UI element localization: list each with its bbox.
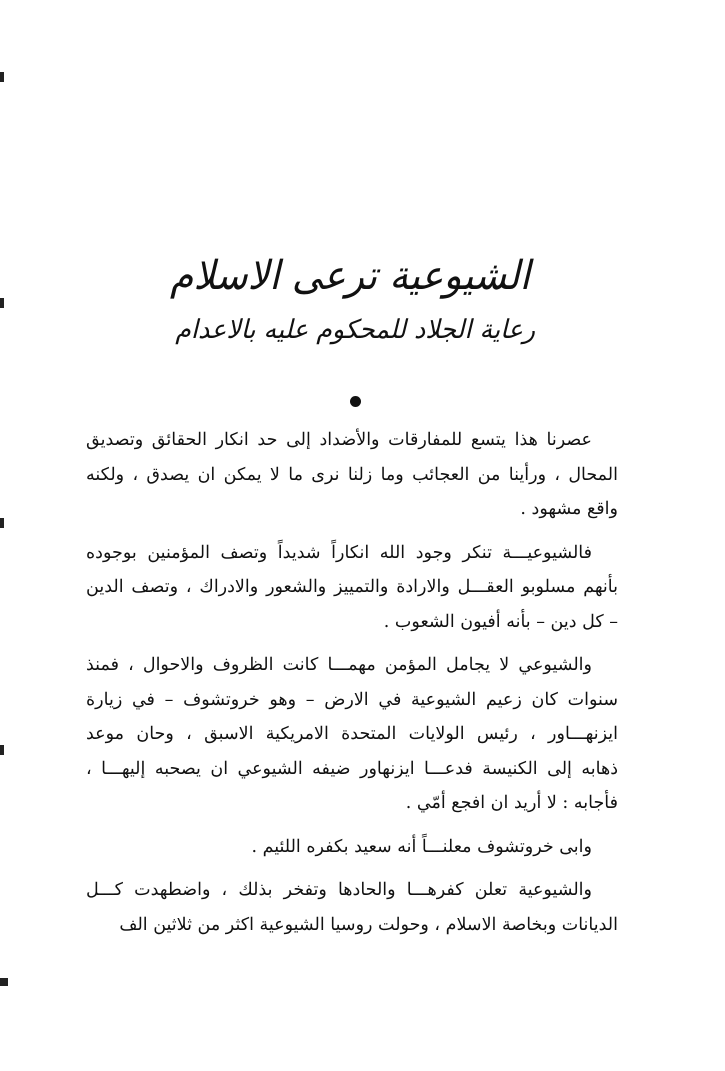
body-text — [86, 423, 618, 951]
text-line: المحال ، ورأينا من العجائب وما زلنا نرى ما لا يمكن ان يصدق ، ولكنه — [86, 464, 618, 485]
text-line: ذهابه إلى الكنيسة فدعـــا ايزنهاور ضيفه الشيوعي ان يصحبه إليهـــا ، — [86, 758, 618, 779]
paragraph — [86, 648, 618, 821]
text-line: واقع مشهود . — [520, 499, 618, 519]
paragraph — [86, 536, 618, 640]
paragraph — [86, 873, 618, 942]
chapter-subtitle: رعاية الجلاد للمحكوم عليه بالاعدام — [175, 315, 536, 345]
left-edge-mark-4 — [0, 745, 4, 755]
text-line: فالشيوعيـــة تنكر وجود الله انكاراً شديداً وتصف المؤمنين بوجوده — [86, 542, 592, 563]
text-line: عصرنا هذا يتسع للمفارقات والأضداد إلى حد انكار الحقائق وتصديق — [86, 430, 592, 450]
text-line: ايزنهـــاور ، رئيس الولايات المتحدة الامريكية الاسبق ، وحان موعد — [86, 724, 618, 744]
left-edge-mark-5 — [0, 978, 8, 986]
section-dot-ornament — [350, 396, 361, 407]
text-line: الديانات وبخاصة الاسلام ، وحولت روسيا الشيوعية اكثر من ثلاثين الف — [119, 914, 618, 935]
text-line: وابى خروتشوف معلنـــاً أنه سعيد بكفره اللئيم . — [251, 836, 592, 857]
left-edge-mark-3 — [0, 518, 4, 528]
left-edge-mark-1 — [0, 72, 4, 82]
chapter-heading — [170, 248, 540, 350]
text-line: – كل دين – بأنه أفيون الشعوب . — [383, 611, 618, 632]
text-line: والشيوعية تعلن كفرهـــا والحادها وتفخر بذلك ، واضطهدت كـــل — [86, 880, 592, 900]
text-line: فأجابه : لا أريد ان افجع أمّي . — [405, 793, 618, 813]
paragraph — [86, 423, 618, 527]
text-line: سنوات كان زعيم الشيوعية في الارض – وهو خروتشوف – في زيارة — [86, 689, 618, 710]
text-line: بأنهم مسلوبو العقـــل والارادة والتمييز والشعور والادراك ، وتصف الدين — [86, 577, 618, 597]
paragraph — [86, 830, 618, 865]
chapter-title: الشيوعية ترعى الاسلام — [170, 253, 531, 299]
text-line: والشيوعي لا يجامل المؤمن مهمـــا كانت الظروف والاحوال ، فمنذ — [86, 655, 592, 675]
left-edge-mark-2 — [0, 298, 4, 308]
